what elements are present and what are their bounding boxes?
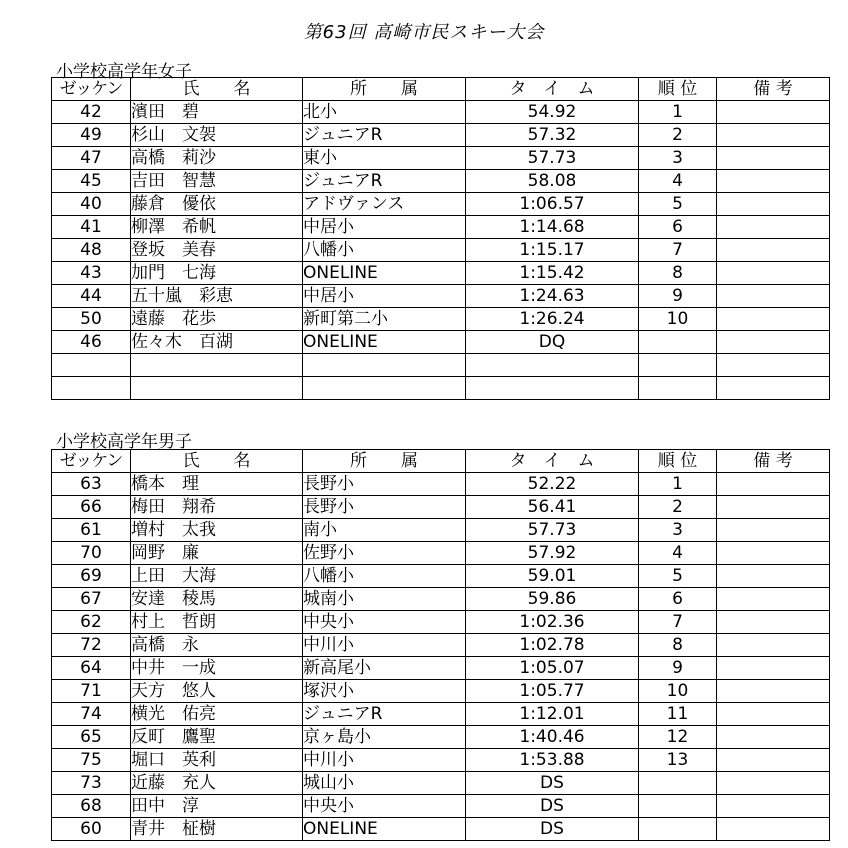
cell-rank: 4 — [639, 542, 717, 565]
cell-time: 1:26.24 — [466, 308, 639, 331]
cell-rank: 7 — [639, 239, 717, 262]
cell-bib: 43 — [52, 262, 131, 285]
table-row — [52, 308, 830, 331]
cell-rank — [639, 331, 717, 354]
cell-club: 中川小 — [303, 749, 466, 772]
table-row — [52, 239, 830, 262]
cell-bib: 46 — [52, 331, 131, 354]
table-row — [52, 680, 830, 703]
cell-name: 藤倉 優依 — [131, 193, 303, 216]
cell-bib: 63 — [52, 473, 131, 496]
header-note: 備 考 — [717, 450, 830, 473]
cell-time: 57.92 — [466, 542, 639, 565]
table-row — [52, 285, 830, 308]
header-bib: ゼッケン — [52, 450, 131, 473]
cell-time: 1:02.36 — [466, 611, 639, 634]
cell-bib: 49 — [52, 124, 131, 147]
cell-name: 濱田 碧 — [131, 101, 303, 124]
header-club: 所 属 — [303, 78, 466, 101]
cell-club: 北小 — [303, 101, 466, 124]
cell-name — [131, 354, 303, 377]
cell-rank: 9 — [639, 657, 717, 680]
cell-time: 1:15.17 — [466, 239, 639, 262]
cell-name: 堀口 英利 — [131, 749, 303, 772]
cell-time — [466, 354, 639, 377]
cell-club: 新町第二小 — [303, 308, 466, 331]
cell-rank: 13 — [639, 749, 717, 772]
cell-club: 塚沢小 — [303, 680, 466, 703]
cell-name: 柳澤 希帆 — [131, 216, 303, 239]
table-row — [52, 588, 830, 611]
cell-bib: 73 — [52, 772, 131, 795]
table-row — [52, 124, 830, 147]
cell-time: 1:05.07 — [466, 657, 639, 680]
cell-bib: 47 — [52, 147, 131, 170]
cell-rank: 2 — [639, 496, 717, 519]
cell-time: DS — [466, 772, 639, 795]
cell-name: 杉山 文袈 — [131, 124, 303, 147]
cell-name: 安達 稜馬 — [131, 588, 303, 611]
cell-rank: 6 — [639, 588, 717, 611]
cell-bib: 69 — [52, 565, 131, 588]
cell-rank: 1 — [639, 101, 717, 124]
table-row — [52, 795, 830, 818]
cell-note — [717, 795, 830, 818]
cell-rank: 6 — [639, 216, 717, 239]
cell-club: 長野小 — [303, 496, 466, 519]
cell-name: 登坂 美春 — [131, 239, 303, 262]
cell-time: 58.08 — [466, 170, 639, 193]
table-row — [52, 147, 830, 170]
cell-bib: 75 — [52, 749, 131, 772]
cell-club: ジュニアR — [303, 170, 466, 193]
table-row — [52, 565, 830, 588]
header-time: タ イ ム — [466, 78, 639, 101]
section-title-girls: 小学校高学年女子 — [56, 62, 192, 82]
cell-name: 青井 柾樹 — [131, 818, 303, 841]
cell-bib: 61 — [52, 519, 131, 542]
cell-note — [717, 216, 830, 239]
cell-bib: 64 — [52, 657, 131, 680]
cell-note — [717, 331, 830, 354]
cell-name: 天方 悠人 — [131, 680, 303, 703]
cell-note — [717, 308, 830, 331]
table-row — [52, 749, 830, 772]
cell-club: 中川小 — [303, 634, 466, 657]
cell-rank — [639, 795, 717, 818]
table-row — [52, 519, 830, 542]
table-row — [52, 101, 830, 124]
cell-note — [717, 193, 830, 216]
header-name: 氏 名 — [131, 78, 303, 101]
cell-time: DS — [466, 795, 639, 818]
cell-rank: 8 — [639, 262, 717, 285]
cell-rank: 8 — [639, 634, 717, 657]
cell-club: 東小 — [303, 147, 466, 170]
cell-note — [717, 377, 830, 400]
cell-bib: 68 — [52, 795, 131, 818]
cell-note — [717, 588, 830, 611]
cell-name: 加門 七海 — [131, 262, 303, 285]
cell-time: 1:14.68 — [466, 216, 639, 239]
cell-time: 1:06.57 — [466, 193, 639, 216]
header-note: 備 考 — [717, 78, 830, 101]
cell-name: 高橋 莉沙 — [131, 147, 303, 170]
cell-time: 59.86 — [466, 588, 639, 611]
cell-note — [717, 354, 830, 377]
cell-rank — [639, 377, 717, 400]
cell-name: 遠藤 花歩 — [131, 308, 303, 331]
cell-club: 京ヶ島小 — [303, 726, 466, 749]
cell-club: 城南小 — [303, 588, 466, 611]
cell-rank: 5 — [639, 193, 717, 216]
cell-name: 横光 佑亮 — [131, 703, 303, 726]
cell-bib: 41 — [52, 216, 131, 239]
cell-club: ONELINE — [303, 818, 466, 841]
cell-note — [717, 519, 830, 542]
cell-club: 中央小 — [303, 611, 466, 634]
cell-club: 新高尾小 — [303, 657, 466, 680]
table-row — [52, 703, 830, 726]
cell-rank: 9 — [639, 285, 717, 308]
cell-name: 橋本 理 — [131, 473, 303, 496]
cell-time: 1:53.88 — [466, 749, 639, 772]
cell-note — [717, 262, 830, 285]
cell-club: ジュニアR — [303, 124, 466, 147]
table-row — [52, 726, 830, 749]
cell-note — [717, 565, 830, 588]
cell-note — [717, 772, 830, 795]
cell-time: 1:05.77 — [466, 680, 639, 703]
cell-club: 佐野小 — [303, 542, 466, 565]
cell-name: 田中 淳 — [131, 795, 303, 818]
cell-name: 吉田 智慧 — [131, 170, 303, 193]
header-time: タ イ ム — [466, 450, 639, 473]
cell-bib: 45 — [52, 170, 131, 193]
table-row — [52, 542, 830, 565]
cell-club: ONELINE — [303, 331, 466, 354]
table-row — [52, 377, 830, 400]
cell-time: 1:15.42 — [466, 262, 639, 285]
cell-bib: 67 — [52, 588, 131, 611]
cell-name: 中井 一成 — [131, 657, 303, 680]
cell-bib: 66 — [52, 496, 131, 519]
cell-time — [466, 377, 639, 400]
cell-name: 村上 哲朗 — [131, 611, 303, 634]
cell-bib: 72 — [52, 634, 131, 657]
cell-note — [717, 703, 830, 726]
cell-rank: 12 — [639, 726, 717, 749]
cell-note — [717, 542, 830, 565]
table-row — [52, 634, 830, 657]
cell-name: 梅田 翔希 — [131, 496, 303, 519]
cell-club: 中央小 — [303, 795, 466, 818]
cell-bib: 44 — [52, 285, 131, 308]
table-row — [52, 496, 830, 519]
cell-note — [717, 634, 830, 657]
cell-note — [717, 726, 830, 749]
cell-rank — [639, 772, 717, 795]
cell-rank: 10 — [639, 680, 717, 703]
cell-bib: 48 — [52, 239, 131, 262]
cell-note — [717, 124, 830, 147]
table-row — [52, 262, 830, 285]
header-rank: 順 位 — [639, 78, 717, 101]
cell-club — [303, 354, 466, 377]
cell-club: 中居小 — [303, 216, 466, 239]
cell-bib: 60 — [52, 818, 131, 841]
cell-bib: 74 — [52, 703, 131, 726]
cell-name: 五十嵐 彩恵 — [131, 285, 303, 308]
cell-bib: 70 — [52, 542, 131, 565]
results-table-boys — [51, 449, 830, 841]
cell-note — [717, 473, 830, 496]
cell-club: アドヴァンス — [303, 193, 466, 216]
cell-rank: 11 — [639, 703, 717, 726]
cell-name: 近藤 充人 — [131, 772, 303, 795]
cell-name: 高橋 永 — [131, 634, 303, 657]
cell-bib: 42 — [52, 101, 131, 124]
cell-bib: 50 — [52, 308, 131, 331]
table-row — [52, 473, 830, 496]
cell-time: 1:02.78 — [466, 634, 639, 657]
cell-note — [717, 496, 830, 519]
table-row — [52, 193, 830, 216]
cell-club: 八幡小 — [303, 239, 466, 262]
header-rank: 順 位 — [639, 450, 717, 473]
cell-rank: 2 — [639, 124, 717, 147]
header-club: 所 属 — [303, 450, 466, 473]
cell-time: 1:24.63 — [466, 285, 639, 308]
cell-rank: 4 — [639, 170, 717, 193]
cell-time: 57.73 — [466, 147, 639, 170]
cell-name — [131, 377, 303, 400]
cell-bib: 62 — [52, 611, 131, 634]
cell-club: 中居小 — [303, 285, 466, 308]
cell-time: 54.92 — [466, 101, 639, 124]
table-header-row — [52, 78, 830, 101]
table-row — [52, 611, 830, 634]
cell-time: 59.01 — [466, 565, 639, 588]
cell-bib — [52, 377, 131, 400]
cell-rank: 5 — [639, 565, 717, 588]
cell-note — [717, 239, 830, 262]
cell-note — [717, 170, 830, 193]
cell-club: ONELINE — [303, 262, 466, 285]
cell-time: 1:40.46 — [466, 726, 639, 749]
cell-time: 56.41 — [466, 496, 639, 519]
cell-bib: 65 — [52, 726, 131, 749]
cell-time: DQ — [466, 331, 639, 354]
table-row — [52, 772, 830, 795]
cell-rank: 1 — [639, 473, 717, 496]
cell-name: 佐々木 百湖 — [131, 331, 303, 354]
cell-bib: 40 — [52, 193, 131, 216]
cell-rank — [639, 354, 717, 377]
cell-note — [717, 818, 830, 841]
cell-time: 57.32 — [466, 124, 639, 147]
cell-time: 52.22 — [466, 473, 639, 496]
header-bib: ゼッケン — [52, 78, 131, 101]
cell-bib — [52, 354, 131, 377]
cell-club: 城山小 — [303, 772, 466, 795]
cell-note — [717, 285, 830, 308]
cell-name: 増村 太我 — [131, 519, 303, 542]
header-name: 氏 名 — [131, 450, 303, 473]
cell-club: 長野小 — [303, 473, 466, 496]
cell-rank — [639, 818, 717, 841]
table-row — [52, 657, 830, 680]
results-table-girls — [51, 77, 830, 400]
cell-time: 1:12.01 — [466, 703, 639, 726]
cell-note — [717, 101, 830, 124]
cell-time: 57.73 — [466, 519, 639, 542]
document-title: 第63回 高崎市民スキー大会 — [303, 22, 545, 43]
table-row — [52, 170, 830, 193]
cell-note — [717, 611, 830, 634]
cell-note — [717, 749, 830, 772]
cell-club: ジュニアR — [303, 703, 466, 726]
section-title-boys: 小学校高学年男子 — [56, 432, 192, 452]
cell-note — [717, 657, 830, 680]
cell-rank: 10 — [639, 308, 717, 331]
table-row — [52, 818, 830, 841]
cell-note — [717, 680, 830, 703]
cell-note — [717, 147, 830, 170]
cell-bib: 71 — [52, 680, 131, 703]
cell-name: 上田 大海 — [131, 565, 303, 588]
cell-club: 南小 — [303, 519, 466, 542]
cell-rank: 3 — [639, 519, 717, 542]
table-row — [52, 354, 830, 377]
cell-name: 反町 鷹聖 — [131, 726, 303, 749]
table-header-row — [52, 450, 830, 473]
cell-club — [303, 377, 466, 400]
table-row — [52, 331, 830, 354]
cell-rank: 3 — [639, 147, 717, 170]
cell-name: 岡野 廉 — [131, 542, 303, 565]
cell-time: DS — [466, 818, 639, 841]
cell-club: 八幡小 — [303, 565, 466, 588]
cell-rank: 7 — [639, 611, 717, 634]
table-row — [52, 216, 830, 239]
